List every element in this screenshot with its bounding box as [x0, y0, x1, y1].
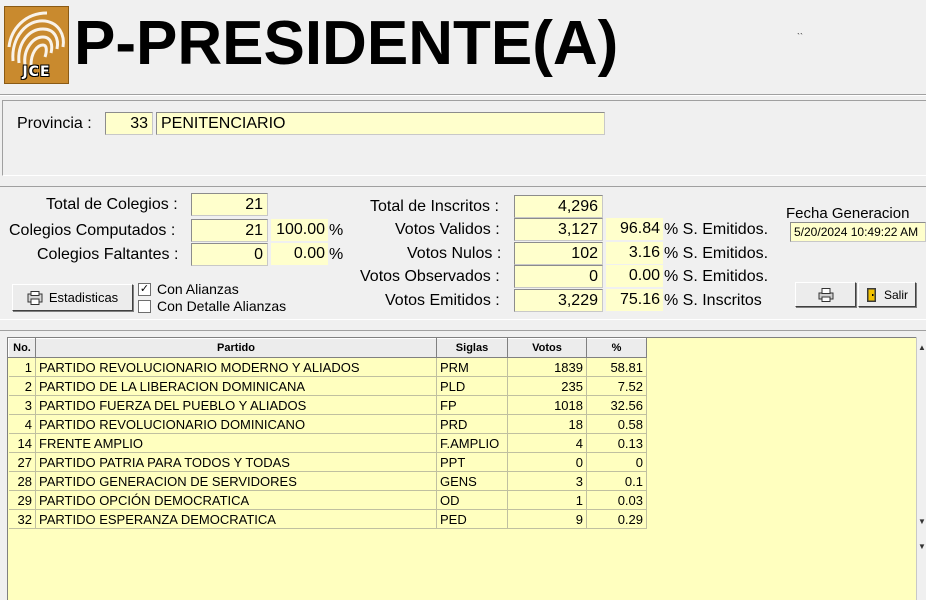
votos-emitidos-suffix: % S. Inscritos: [664, 292, 762, 309]
provincia-name-field[interactable]: PENITENCIARIO: [156, 112, 605, 135]
results-grid[interactable]: [7, 337, 918, 600]
cell-no: 28: [9, 472, 36, 491]
cell-pct: 0.1: [587, 472, 647, 491]
votos-nulos-suffix: % S. Emitidos.: [664, 245, 769, 262]
cell-partido: PARTIDO GENERACION DE SERVIDORES: [36, 472, 437, 491]
cell-pct: 0.03: [587, 491, 647, 510]
votos-validos-suffix: % S. Emitidos.: [664, 221, 769, 238]
cell-siglas: F.AMPLIO: [437, 434, 508, 453]
column-header-siglas[interactable]: Siglas: [437, 339, 508, 358]
votos-validos-field: 3,127: [514, 218, 603, 241]
cell-no: 2: [9, 377, 36, 396]
colegios-faltantes-pct: 0.00: [271, 243, 328, 265]
cell-no: 29: [9, 491, 36, 510]
jce-logo: [4, 6, 69, 84]
table-row[interactable]: [9, 358, 647, 377]
table-row[interactable]: [9, 396, 647, 415]
print-button[interactable]: [795, 282, 856, 307]
fecha-generacion-field: 5/20/2024 10:49:22 AM: [790, 222, 926, 242]
logo-text: JCE: [22, 64, 51, 80]
table-row[interactable]: [9, 377, 647, 396]
cell-votos: 4: [508, 434, 587, 453]
cell-siglas: PED: [437, 510, 508, 529]
cell-pct: 58.81: [587, 358, 647, 377]
cell-no: 4: [9, 415, 36, 434]
results-table: [8, 338, 647, 529]
cell-pct: 0.13: [587, 434, 647, 453]
salir-button[interactable]: [858, 282, 916, 307]
cell-siglas: PLD: [437, 377, 508, 396]
cell-partido: PARTIDO FUERZA DEL PUEBLO Y ALIADOS: [36, 396, 437, 415]
total-colegios-field: 21: [191, 193, 268, 216]
table-row[interactable]: [9, 491, 647, 510]
printer-icon: [818, 288, 834, 302]
cell-siglas: FP: [437, 396, 508, 415]
votos-observados-pct: 0.00: [606, 265, 663, 287]
cell-siglas: OD: [437, 491, 508, 510]
colegios-computados-label: Colegios Computados :: [9, 222, 176, 239]
cell-pct: 0.58: [587, 415, 647, 434]
title-mark: ``: [797, 32, 803, 42]
table-row[interactable]: [9, 415, 647, 434]
provincia-label: Provincia :: [17, 115, 92, 132]
cell-votos: 9: [508, 510, 587, 529]
table-row[interactable]: [9, 472, 647, 491]
cell-no: 3: [9, 396, 36, 415]
exit-door-icon: [866, 287, 878, 303]
cell-votos: 1839: [508, 358, 587, 377]
cell-pct: 0: [587, 453, 647, 472]
cell-partido: PARTIDO PATRIA PARA TODOS Y TODAS: [36, 453, 437, 472]
votos-nulos-pct: 3.16: [606, 242, 663, 264]
cell-votos: 18: [508, 415, 587, 434]
con-detalle-alianzas-label: Con Detalle Alianzas: [157, 298, 287, 314]
votos-validos-label: Votos Validos :: [395, 221, 500, 238]
header-divider: [0, 94, 926, 96]
cell-no: 1: [9, 358, 36, 377]
con-alianzas-checkbox[interactable]: ✓: [139, 283, 150, 295]
colegios-faltantes-label: Colegios Faltantes :: [37, 246, 179, 263]
cell-siglas: GENS: [437, 472, 508, 491]
table-header-row: [9, 339, 647, 358]
cell-siglas: PRM: [437, 358, 508, 377]
votos-nulos-label: Votos Nulos :: [407, 245, 502, 262]
colegios-computados-pct: 100.00: [271, 219, 328, 241]
table-row[interactable]: [9, 453, 647, 472]
votos-observados-label: Votos Observados :: [360, 268, 500, 285]
column-header-pct[interactable]: %: [587, 339, 647, 358]
con-detalle-alianzas-checkbox[interactable]: [138, 300, 151, 313]
table-body: [9, 358, 647, 529]
fecha-generacion-label: Fecha Generacion: [786, 205, 910, 222]
votos-observados-suffix: % S. Emitidos.: [664, 268, 769, 285]
colegios-computados-pct-sign: %: [329, 222, 344, 239]
total-colegios-label: Total de Colegios :: [46, 196, 178, 213]
column-header-votos[interactable]: Votos: [508, 339, 587, 358]
grid-scrollbar[interactable]: [916, 337, 926, 600]
cell-votos: 3: [508, 472, 587, 491]
cell-partido: PARTIDO OPCIÓN DEMOCRATICA: [36, 491, 437, 510]
votos-emitidos-label: Votos Emitidos :: [385, 292, 500, 309]
cell-votos: 235: [508, 377, 587, 396]
cell-partido: PARTIDO ESPERANZA DEMOCRATICA: [36, 510, 437, 529]
colegios-computados-field: 21: [191, 219, 268, 242]
total-inscritos-field: 4,296: [514, 195, 603, 218]
column-header-partido[interactable]: Partido: [36, 339, 437, 358]
cell-votos: 0: [508, 453, 587, 472]
stats-report-icon: [27, 291, 43, 305]
votos-observados-field: 0: [514, 265, 603, 288]
total-inscritos-label: Total de Inscritos :: [370, 198, 499, 215]
cell-pct: 0.29: [587, 510, 647, 529]
votos-emitidos-pct: 75.16: [606, 289, 663, 311]
cell-pct: 32.56: [587, 396, 647, 415]
table-row[interactable]: [9, 510, 647, 529]
cell-partido: FRENTE AMPLIO: [36, 434, 437, 453]
cell-siglas: PPT: [437, 453, 508, 472]
cell-no: 14: [9, 434, 36, 453]
header: [0, 0, 926, 92]
scroll-up-arrow-icon[interactable]: ▲: [918, 343, 926, 352]
cell-no: 32: [9, 510, 36, 529]
provincia-code-field[interactable]: 33: [105, 112, 153, 135]
scroll-down-arrow-icon[interactable]: ▼: [918, 542, 926, 551]
cell-partido: PARTIDO REVOLUCIONARIO DOMINICANO: [36, 415, 437, 434]
scroll-down-arrow-icon[interactable]: ▼: [918, 517, 926, 526]
cell-siglas: PRD: [437, 415, 508, 434]
column-header-no[interactable]: No.: [9, 339, 36, 358]
cell-partido: PARTIDO DE LA LIBERACION DOMINICANA: [36, 377, 437, 396]
page-title: P-PRESIDENTE(A): [74, 9, 619, 78]
cell-votos: 1018: [508, 396, 587, 415]
cell-no: 27: [9, 453, 36, 472]
salir-button-label: Salir: [883, 287, 908, 302]
estadisticas-button-label: Estadisticas: [48, 290, 119, 305]
colegios-faltantes-field: 0: [191, 243, 268, 266]
table-row[interactable]: [9, 434, 647, 453]
con-alianzas-label: Con Alianzas: [157, 281, 239, 297]
votos-emitidos-field: 3,229: [514, 289, 603, 312]
votos-validos-pct: 96.84: [606, 218, 663, 240]
cell-votos: 1: [508, 491, 587, 510]
estadisticas-button[interactable]: [12, 284, 133, 311]
colegios-faltantes-pct-sign: %: [329, 246, 344, 263]
votos-nulos-field: 102: [514, 242, 603, 265]
cell-pct: 7.52: [587, 377, 647, 396]
cell-partido: PARTIDO REVOLUCIONARIO MODERNO Y ALIADOS: [36, 358, 437, 377]
